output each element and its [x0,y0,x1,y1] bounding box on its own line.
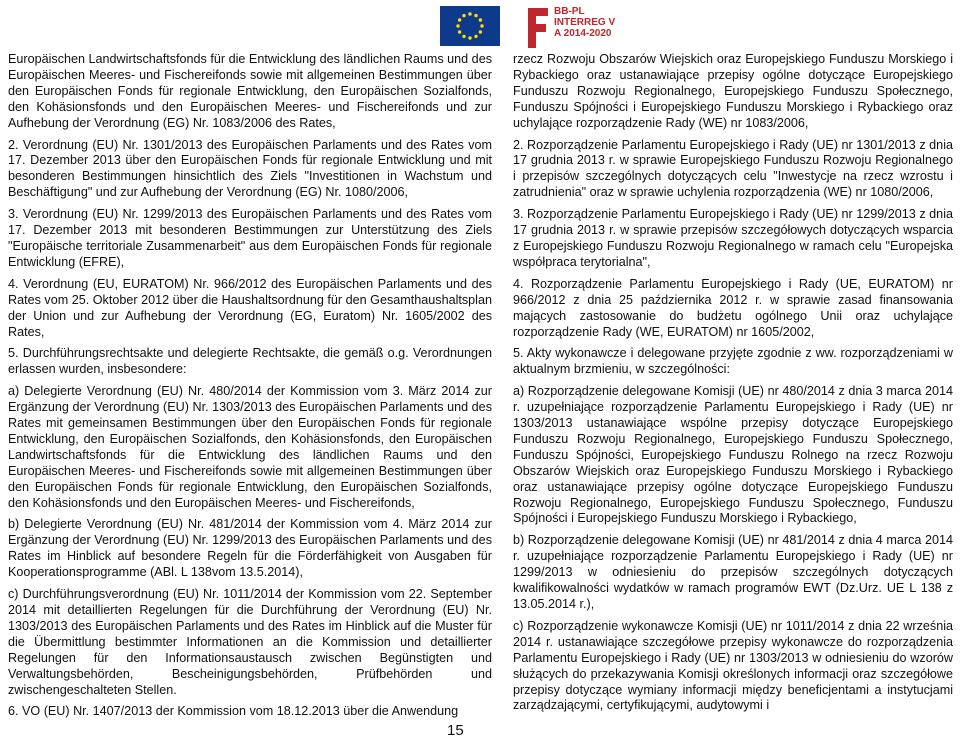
interreg-logo [526,6,622,50]
paragraph: c) Rozporządzenie wykonawcze Komisji (UE) nr 1011/2014 z dnia 22 września 2014 r. ustanawiające szczegółowe przepisy wykonawcze do rozporządzenia Parlamentu Europejskiego i Rady (UE) nr 1303/2013 w odniesieniu do wzorów służących do przekazywania Komisji określonych informacji oraz szczegółowe przepisy dotyczące wymiany informacji między beneficjentami a instytucjami zarządzającymi, certyfikującymi, audytowymi i [513,618,953,713]
paragraph: Europäischen Landwirtschaftsfonds für die Entwicklung des ländlichen Raums und des Europäischen Meeres- und Fischereifonds sowie mit allgemeinen Bestimmungen über den Europäischen Fonds für regionale Entwicklung, den Europäischen Sozialfonds, den Kohäsionsfonds und den Europäischen Meeres- und Fischereifonds und zur Aufhebung der Verordnung (EG) Nr. 1083/2006 des Rates, [8,52,492,130]
page-number: 15 [447,722,464,739]
paragraph: 6. VO (EU) Nr. 1407/2013 der Kommission vom 18.12.2013 über die Anwendung [8,704,459,719]
paragraph: 2. Verordnung (EU) Nr. 1301/2013 des Europäischen Parlaments und des Rates vom 17. Dezember 2013 über den Europäischen Fonds für regionale Entwicklung und mit besonderen Bestimmungen hinsichtlich des Ziels "Investitionen in Wachstum und Beschäftigung" und zur Aufhebung der Verordnung (EG) Nr. 1080/2006, [8,137,492,200]
polish-column [513,52,953,714]
header-logos [440,6,622,50]
interreg-logo-text: BB-PL INTERREG V A 2014-2020 [554,6,616,39]
paragraph: b) Delegierte Verordnung (EU) Nr. 481/2014 der Kommission vom 4. März 2014 zur Ergänzung der Verordnung (EU) Nr. 1299/2013 des Europäischen Parlaments und des Rates im Hinblick auf besondere Regeln für die Förderfähigkeit von Ausgaben für Kooperationsprogramme (ABl. L 138vom 13.5.2014), [8,517,492,580]
paragraph: c) Durchführungsverordnung (EU) Nr. 1011/2014 der Kommission vom 22. September 2014 mit detaillierten Regelungen für die Durchführung der Verordnung (EU) Nr. 1303/2013 des Europäischen Parlaments und des Rates im Hinblick auf die Muster für die Übermittlung bestimmter Informationen an die Kommission und detaillierter Regelungen für den Informationsaustausch zwischen Begünstigten und Verwaltungsbehörden, Bescheinigungsbehörden, Prüfbehörden und zwischengeschalteten Stellen. [8,587,492,697]
paragraph: 5. Akty wykonawcze i delegowane przyjęte zgodnie z ww. rozporządzeniami w aktualnym brzmieniu, w szczególności: [513,346,953,377]
paragraph: a) Rozporządzenie delegowane Komisji (UE) nr 480/2014 z dnia 3 marca 2014 r. uzupełniające rozporządzenie Parlamentu Europejskiego i Rady (UE) nr 1303/2013 ustanawiające wspólne przepisy dotyczące Europejskiego Funduszu Rozwoju Regionalnego, Europejskiego Funduszu Społecznego, Funduszu Spójności, Europejskiego Funduszu Rolnego na rzecz Rozwoju Obszarów Wiejskich oraz Europejskiego Funduszu Morskiego i Rybackiego oraz ustanawiające przepisy ogólne dotyczące Europejskiego Funduszu Rozwoju Regionalnego, Europejskiego Funduszu Społecznego, Funduszu Spójności i Europejskiego Funduszu Morskiego i Rybackiego, [513,384,953,526]
interreg-mark-icon [526,6,550,50]
paragraph: 5. Durchführungsrechtsakte und delegierte Rechtsakte, die gemäß o.g. Verordnungen erlassen wurden, insbesondere: [8,346,492,377]
paragraph: rzecz Rozwoju Obszarów Wiejskich oraz Europejskiego Funduszu Morskiego i Rybackiego oraz ustanawiające przepisy ogólne dotyczące Europejskiego Funduszu Rozwoju Regionalnego, Europejskiego Funduszu Społecznego, Funduszu Spójności i Europejskiego Funduszu Morskiego i Rybackiego oraz uchylające rozporządzenie Rady (WE) nr 1083/2006, [513,52,953,130]
paragraph: a) Delegierte Verordnung (EU) Nr. 480/2014 der Kommission vom 3. März 2014 zur Ergänzung der Verordnung (EU) Nr. 1303/2013 des Europäischen Parlaments und des Rates mit gemeinsamen Bestimmungen über den Europäischen Fonds für regionale Entwicklung, den Europäischen Sozialfonds, den Kohäsionsfonds, den Europäischen Landwirtschaftsfonds für die Entwicklung des ländlichen Raums und den Europäischen Meeres- und Fischereifonds sowie mit allgemeinen Bestimmungen über den Europäischen Fonds für regionale Entwicklung, den Europäischen Sozialfonds, den Kohäsionsfonds und den Europäischen Meeres- und Fischereifonds, [8,384,492,510]
paragraph: 3. Rozporządzenie Parlamentu Europejskiego i Rady (UE) nr 1299/2013 z dnia 17 grudnia 2013 r. w sprawie przepisów szczegółowych dotyczących wsparcia z Europejskiego Funduszu Rozwoju Regionalnego w ramach celu "Europejska współpraca terytorialna", [513,207,953,269]
german-column [8,52,492,720]
eu-flag-icon [440,6,500,46]
paragraph: 2. Rozporządzenie Parlamentu Europejskiego i Rady (UE) nr 1301/2013 z dnia 17 grudnia 2013 r. w sprawie Europejskiego Funduszu Rozwoju Regionalnego i przepisów szczególnych dotyczących celu "Inwestycje na rzecz wzrostu i zatrudnienia" oraz w sprawie uchylenia rozporządzenia (WE) nr 1080/2006, [513,137,953,200]
paragraph: 4. Verordnung (EU, EURATOM) Nr. 966/2012 des Europäischen Parlaments und des Rates vom 25. Oktober 2012 über die Haushaltsordnung für den Gesamthaushaltsplan der Union und zur Aufhebung der Verordnung (EG, Euratom) Nr. 1605/2002 des Rates, [8,276,492,339]
paragraph: 4. Rozporządzenie Parlamentu Europejskiego i Rady (UE, EURATOM) nr 966/2012 z dnia 25 października 2012 r. w sprawie zasad finansowania mających zastosowanie do budżetu ogólnego Unii oraz uchylające rozporządzenie Rady (WE, EURATOM) nr 1605/2002, [513,276,953,339]
paragraph: 3. Verordnung (EU) Nr. 1299/2013 des Europäischen Parlaments und des Rates vom 17. Dezember 2013 mit besonderen Bestimmungen zur Unterstützung des Ziels "Europäische territoriale Zusammenarbeit" aus dem Europäischen Fonds für regionale Entwicklung (EFRE), [8,207,492,269]
paragraph: b) Rozporządzenie delegowane Komisji (UE) nr 481/2014 z dnia 4 marca 2014 r. uzupełniające rozporządzenie Parlamentu Europejskiego i Rady (UE) nr 1299/2013 w odniesieniu do przepisów szczególnych dotyczących kwalifikowalności wydatków w ramach programów EWT (Dz.Urz. UE L 138 z 13.05.2014 r.), [513,533,953,611]
